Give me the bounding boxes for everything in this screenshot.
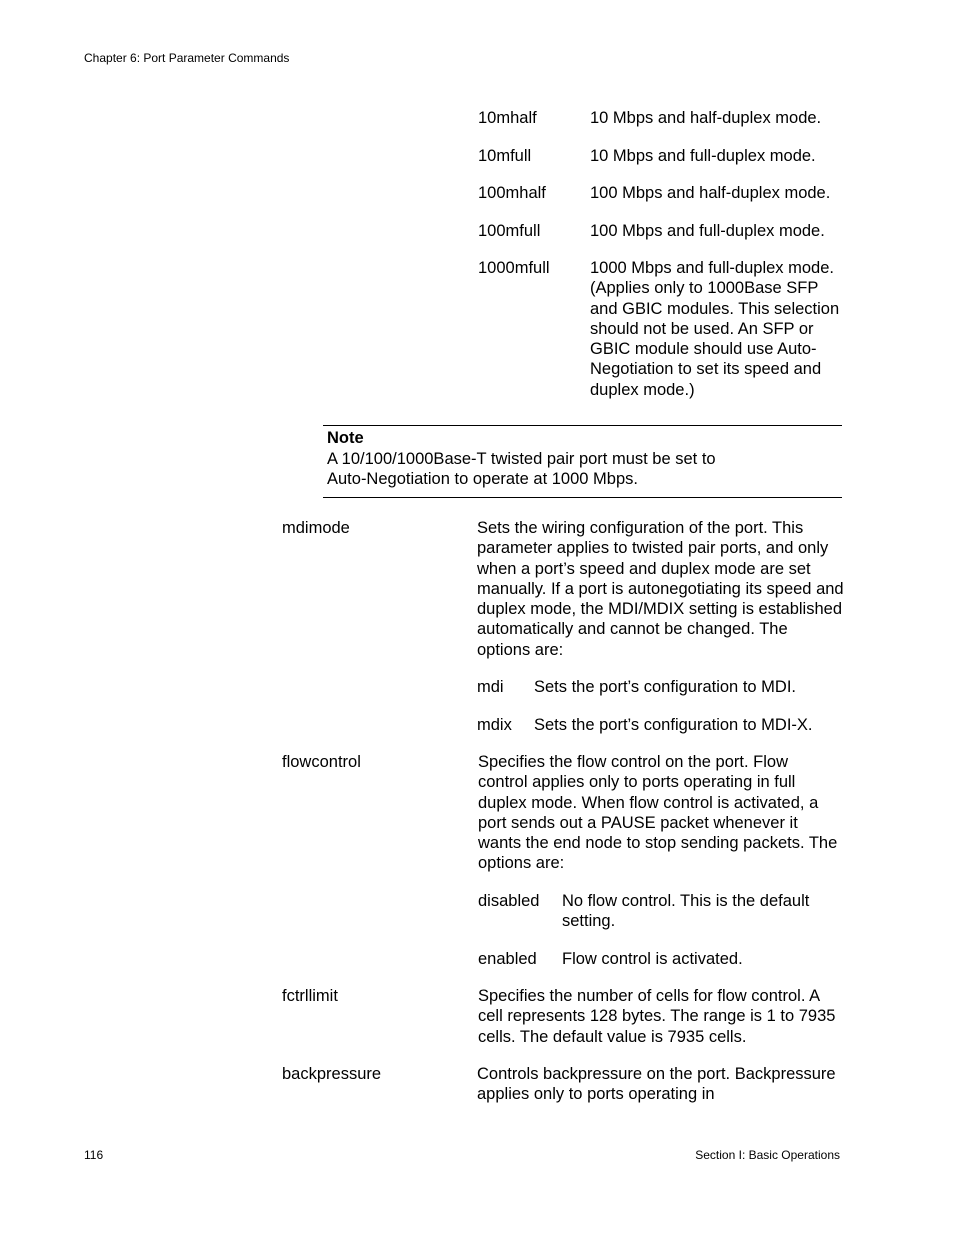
note-top-rule bbox=[323, 425, 842, 426]
option-desc-100mhalf: 100 Mbps and half-duplex mode. bbox=[590, 184, 831, 202]
param-desc-backpressure: Controls backpressure on the port. Backpressure applies only to ports operating in bbox=[477, 1065, 836, 1104]
option-name-mdi: mdi bbox=[477, 678, 504, 696]
note-bottom-rule bbox=[323, 497, 842, 498]
option-desc-10mhalf: 10 Mbps and half-duplex mode. bbox=[590, 109, 822, 127]
option-name-enabled: enabled bbox=[478, 950, 537, 968]
option-name-10mfull: 10mfull bbox=[478, 147, 532, 165]
param-name-flowcontrol: flowcontrol bbox=[282, 753, 361, 771]
option-name-100mhalf: 100mhalf bbox=[478, 184, 546, 202]
option-desc-1000mfull: 1000 Mbps and full-duplex mode. (Applies only to 1000Base SFP and GBIC modules. This selection should not be used. An SFP or GBIC module should use Auto-Negotiation to set its speed and duplex mode.) bbox=[590, 259, 840, 399]
param-name-fctrllimit: fctrllimit bbox=[282, 987, 338, 1005]
param-desc-mdimode: Sets the wiring configuration of the port. This parameter applies to twisted pair ports, and only when a port’s speed and duplex mode are set manually. If a port is autonegotiating its speed and duplex mode, the MDI/MDIX setting is established automatically and cannot be changed. The options are: bbox=[477, 519, 844, 659]
option-name-100mfull: 100mfull bbox=[478, 222, 541, 240]
option-desc-100mfull: 100 Mbps and full-duplex mode. bbox=[590, 222, 825, 240]
running-footer-section: Section I: Basic Operations bbox=[695, 1148, 840, 1162]
page-number: 116 bbox=[84, 1148, 104, 1162]
option-desc-10mfull: 10 Mbps and full-duplex mode. bbox=[590, 147, 816, 165]
running-header: Chapter 6: Port Parameter Commands bbox=[84, 51, 290, 65]
option-name-10mhalf: 10mhalf bbox=[478, 109, 537, 127]
note-title: Note bbox=[327, 429, 364, 447]
option-desc-enabled: Flow control is activated. bbox=[562, 950, 743, 968]
option-name-1000mfull: 1000mfull bbox=[478, 259, 550, 277]
option-desc-mdix: Sets the port’s configuration to MDI-X. bbox=[534, 716, 813, 734]
param-name-mdimode: mdimode bbox=[282, 519, 350, 537]
param-name-backpressure: backpressure bbox=[282, 1065, 382, 1083]
param-desc-flowcontrol: Specifies the flow control on the port. Flow control applies only to ports operating in full duplex mode. When flow control is activated, a port sends out a PAUSE packet whenever it wants the end node to stop sending packets. The options are: bbox=[478, 753, 838, 873]
note-body: A 10/100/1000Base-T twisted pair port must be set to Auto-Negotiation to operate at 1000 Mbps. bbox=[327, 450, 716, 489]
param-desc-fctrllimit: Specifies the number of cells for flow control. A cell represents 128 bytes. The range is 1 to 7935 cells. The default value is 7935 cells. bbox=[478, 987, 836, 1046]
option-desc-mdi: Sets the port’s configuration to MDI. bbox=[534, 678, 796, 696]
option-desc-disabled: No flow control. This is the default setting. bbox=[562, 892, 810, 931]
option-name-mdix: mdix bbox=[477, 716, 512, 734]
option-name-disabled: disabled bbox=[478, 892, 540, 910]
